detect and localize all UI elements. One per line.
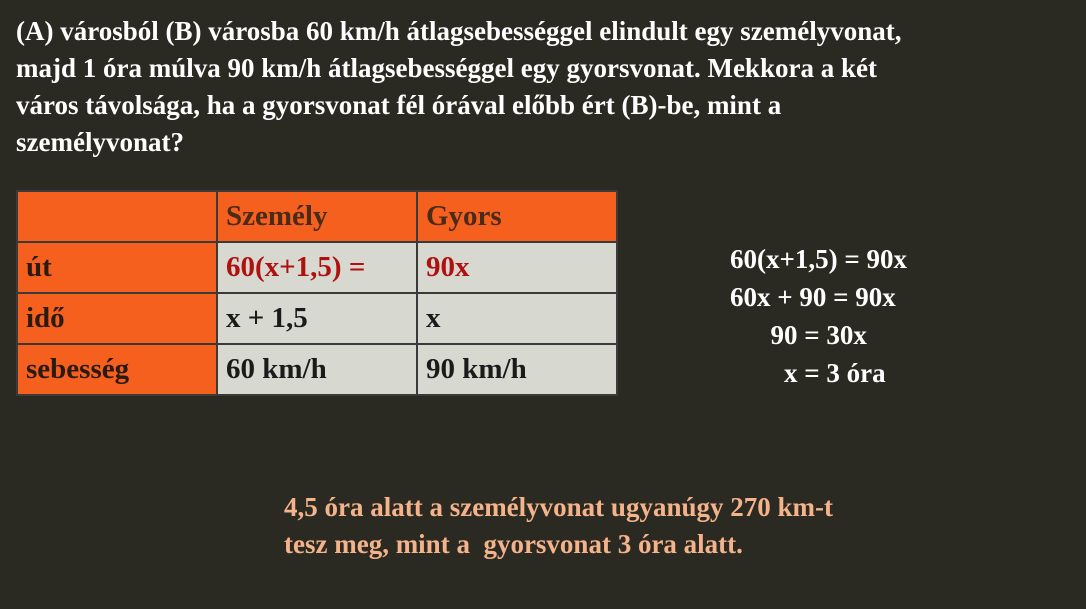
conclusion-line: tesz meg, mint a gyorsvonat 3 óra alatt.: [284, 529, 743, 559]
cell-gyors: x: [417, 293, 617, 344]
table-row: [17, 344, 617, 395]
problem-line: személyvonat?: [16, 127, 184, 157]
row-label: út: [17, 242, 217, 293]
conclusion-text: [284, 489, 833, 563]
cell-szemely: x + 1,5: [217, 293, 417, 344]
cell-gyors: 90 km/h: [417, 344, 617, 395]
equation-line: 60x + 90 = 90x: [730, 282, 896, 312]
cell-szemely: 60(x+1,5) =: [217, 242, 417, 293]
conclusion-line: 4,5 óra alatt a személyvonat ugyanúgy 270 km-t: [284, 492, 833, 522]
data-table: [16, 190, 618, 396]
table-header-row: [17, 191, 617, 242]
cell-szemely: 60 km/h: [217, 344, 417, 395]
table-header-szemely: Személy: [217, 191, 417, 242]
problem-line: majd 1 óra múlva 90 km/h átlagsebességgel egy gyorsvonat. Mekkora a két: [16, 53, 877, 83]
problem-statement: [16, 13, 1076, 161]
problem-line: (A) városból (B) városba 60 km/h átlagsebességgel elindult egy személyvonat,: [16, 16, 902, 46]
table-row: [17, 293, 617, 344]
table-header-empty: [17, 191, 217, 242]
cell-gyors: 90x: [417, 242, 617, 293]
table-header-gyors: Gyors: [417, 191, 617, 242]
row-label: idő: [17, 293, 217, 344]
row-label: sebesség: [17, 344, 217, 395]
equation-line: 60(x+1,5) = 90x: [730, 244, 908, 274]
equation-line: 90 = 30x: [730, 320, 867, 350]
table-row: [17, 242, 617, 293]
equation-line: x = 3 óra: [730, 358, 886, 388]
equation-steps: [730, 240, 907, 392]
problem-line: város távolsága, ha a gyorsvonat fél órával előbb ért (B)-be, mint a: [16, 90, 782, 120]
